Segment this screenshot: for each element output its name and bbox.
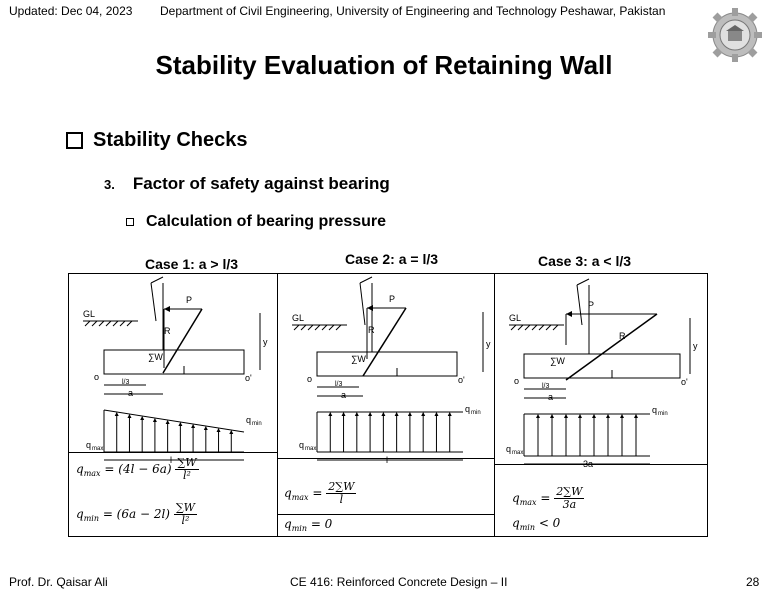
case-3-condition: a < l/3 (591, 253, 632, 269)
ground-hatch (127, 321, 132, 326)
qmin-label: q (465, 404, 471, 414)
o-prime-label: o' (245, 373, 252, 383)
case-3-qmin-formula: $q_{min} < 0$ (512, 516, 561, 532)
case-2-heading: Case 2: a = l/3 (345, 251, 439, 267)
qmax-label: q (299, 440, 305, 450)
a-label: a (548, 392, 554, 402)
case-2-qmin-formula: $q_{min} = 0$ (284, 517, 333, 533)
qmax-sub-label: max (512, 450, 524, 456)
case-1-diagram (68, 273, 276, 465)
case-2-condition: a = l/3 (398, 251, 439, 267)
small-checkbox-bullet-icon (126, 218, 134, 226)
length-label: 3a (583, 459, 594, 469)
o-prime-label: o' (681, 377, 688, 387)
ground-hatch (120, 321, 125, 326)
case-1-heading: Case 1: a > l/3 (145, 256, 239, 272)
r-label: R (164, 326, 171, 336)
pressure-arrowhead (620, 414, 624, 418)
qmin-label: q (652, 405, 658, 415)
subitem-label: Calculation of bearing pressure (146, 213, 387, 230)
ground-hatch (329, 325, 334, 330)
page-number: 28 (746, 575, 760, 589)
pressure-arrowhead (421, 412, 425, 416)
qmax-sub-label: max (92, 446, 104, 452)
item-heading (104, 174, 390, 194)
ground-hatch (301, 325, 306, 330)
footer-author: Prof. Dr. Qaisar Ali (9, 575, 108, 589)
y-label: y (486, 339, 491, 349)
ground-hatch (85, 321, 90, 326)
qmin-label: q (246, 415, 252, 425)
length-label: l (170, 455, 172, 465)
gl-label: GL (509, 313, 522, 323)
ground-hatch (113, 321, 118, 326)
y-label: y (693, 341, 698, 351)
checkbox-bullet-icon (66, 132, 83, 149)
pressure-arrowhead (355, 412, 359, 416)
p-label: P (389, 294, 396, 304)
pressure-arrowhead (564, 414, 568, 418)
wall-stem-left (360, 283, 365, 325)
p-arrowhead (566, 311, 572, 317)
gl-label: GL (292, 313, 305, 323)
case-2-diagram (277, 273, 493, 465)
o-prime-label: o' (458, 375, 465, 385)
item-number: 3. (104, 177, 115, 192)
case-1-qmin-formula: $q_{min} = (6a - 2l)$ $\frac{\sum W}{\text{l²}}$ (76, 501, 195, 527)
gl-label: GL (83, 309, 96, 319)
pressure-arrowhead (328, 412, 332, 416)
section-label: Stability Checks (93, 129, 248, 151)
case-3-diagram (494, 273, 706, 469)
ground-hatch (336, 325, 341, 330)
pressure-arrowhead (606, 414, 610, 418)
case-2-qmax-formula: $q_{max}$ = $\frac{2\sum W}{l}$ (284, 480, 355, 506)
length-label: l (386, 455, 388, 465)
wall-top (360, 277, 372, 283)
pressure-arrowhead (578, 414, 582, 418)
ground-hatch (525, 325, 530, 330)
o-label: o (514, 376, 520, 386)
qmax-label: q (86, 440, 92, 450)
l3-label: l/3 (335, 381, 343, 388)
case-3-qmax-formula: $q_{max}$ = $\frac{2\sum W}{3a}$ (512, 485, 583, 511)
r-line (163, 309, 202, 373)
r-label: R (619, 331, 626, 341)
ground-hatch (92, 321, 97, 326)
pressure-arrowhead (536, 414, 540, 418)
sw-label: ∑W (351, 354, 366, 364)
l3-label: l/3 (122, 379, 130, 386)
footing (524, 354, 680, 378)
ground-hatch (308, 325, 313, 330)
wall-top (577, 279, 589, 285)
r-line (363, 308, 406, 376)
footing (317, 352, 457, 376)
a-label: a (341, 390, 347, 400)
sw-label: ∑W (550, 356, 565, 366)
ground-hatch (539, 325, 544, 330)
o-label: o (94, 372, 100, 382)
p-arrowhead (367, 305, 373, 311)
pressure-arrowhead (592, 414, 596, 418)
slide-title: Stability Evaluation of Retaining Wall (155, 50, 613, 80)
pressure-arrowhead (395, 412, 399, 416)
pressure-arrowhead (448, 412, 452, 416)
case-3-heading: Case 3: a < l/3 (538, 253, 632, 269)
wall-top (151, 277, 163, 283)
ground-hatch (322, 325, 327, 330)
qmin-sub-label: min (471, 410, 481, 416)
pressure-arrowhead (408, 412, 412, 416)
footer-course: CE 416: Reinforced Concrete Design – II (290, 575, 508, 589)
ground-hatch (511, 325, 516, 330)
pressure-arrowhead (342, 412, 346, 416)
qmax-sub-label: max (305, 446, 317, 452)
pressure-arrowhead (434, 412, 438, 416)
case-1-qmax-formula: $q_{max} = (4l - 6a)$ $\frac{\sum W}{\text{l²}}$ (76, 456, 197, 482)
ground-hatch (106, 321, 111, 326)
r-label: R (368, 325, 375, 335)
pressure-arrowhead (368, 412, 372, 416)
ground-hatch (553, 325, 558, 330)
department-name: Department of Civil Engineering, University of Engineering and Technology Peshawar, Pakistan (160, 4, 666, 18)
p-arrowhead (164, 306, 170, 312)
o-label: o (307, 374, 313, 384)
p-label: P (186, 295, 193, 305)
qmin-sub-label: min (252, 421, 262, 427)
ground-hatch (546, 325, 551, 330)
section-heading (66, 129, 248, 152)
a-label: a (128, 388, 134, 398)
pressure-top (104, 410, 244, 432)
ground-hatch (518, 325, 523, 330)
item-label: Factor of safety against bearing (132, 174, 390, 193)
wall-stem-left (151, 283, 156, 321)
updated-date: Updated: Dec 04, 2023 (9, 4, 133, 18)
pressure-arrowhead (550, 414, 554, 418)
ground-hatch (532, 325, 537, 330)
subitem-heading (126, 213, 386, 231)
sw-label: ∑W (148, 352, 163, 362)
p-label: P (588, 300, 595, 310)
qmax-label: q (506, 444, 512, 454)
pressure-arrowhead (634, 414, 638, 418)
qmin-sub-label: min (658, 411, 668, 417)
pressure-arrowhead (381, 412, 385, 416)
y-label: y (263, 337, 268, 347)
ground-hatch (294, 325, 299, 330)
case-1-condition: a > l/3 (198, 256, 239, 272)
wall-stem-left (577, 285, 582, 325)
ground-hatch (315, 325, 320, 330)
ground-hatch (99, 321, 104, 326)
l3-label: l/3 (542, 383, 550, 390)
